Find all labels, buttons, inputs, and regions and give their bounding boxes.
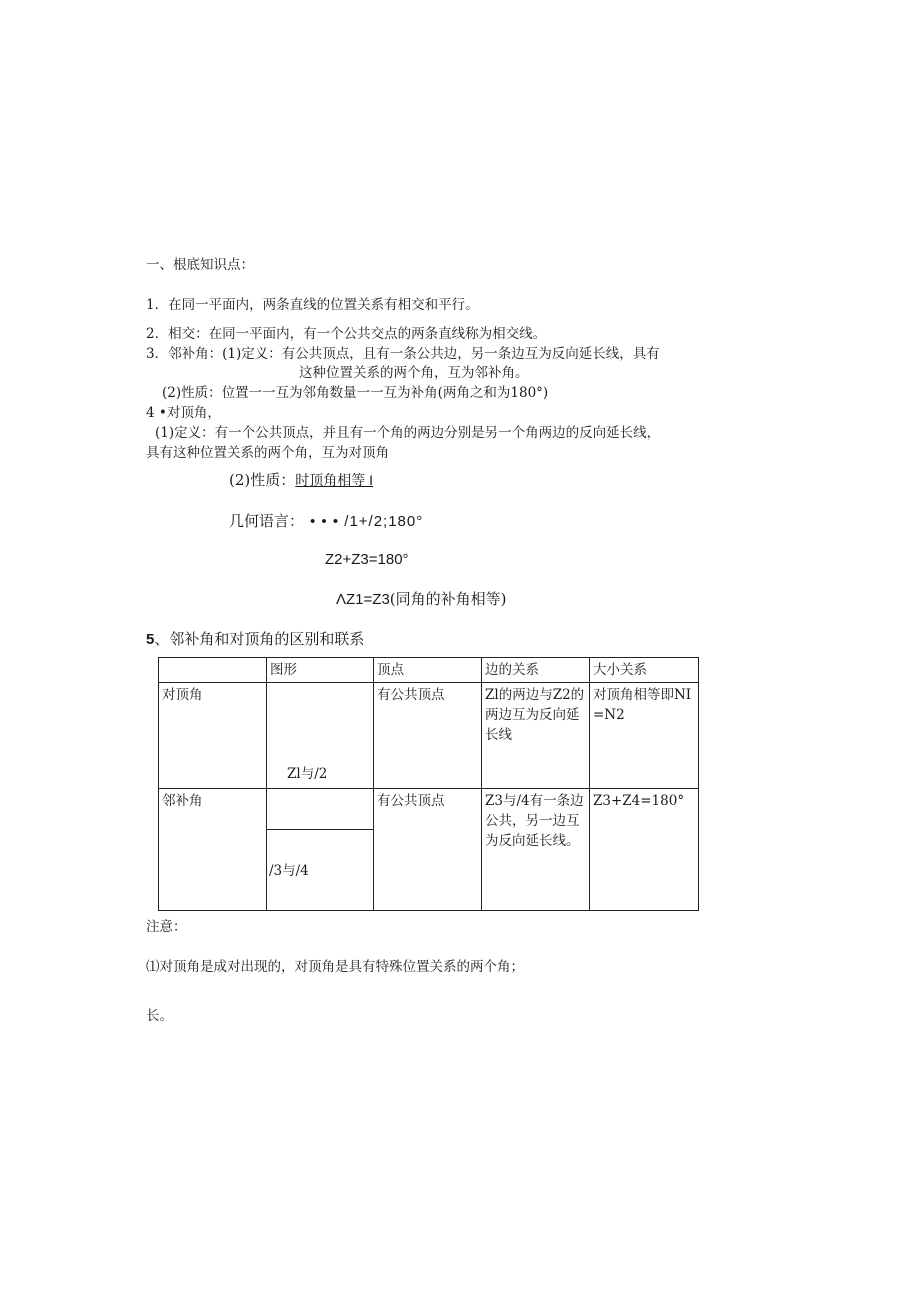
table-row	[159, 683, 699, 789]
header-cell-vertex: 顶点	[374, 658, 482, 683]
item-4-definition-line-1: (1)定义：有一个公共顶点，并且有一个角的两边分别是另一个角两边的反向延长线，	[155, 425, 661, 441]
row-name-vertical-angles: 对顶角	[159, 683, 267, 789]
note-tail: 长。	[146, 1008, 173, 1024]
size-cell: 对顶角相等即NI=N2	[590, 683, 699, 789]
geometric-line-3-note: (同角的补角相等)	[389, 590, 507, 608]
item-4-title: 4 •对顶角，	[146, 405, 221, 421]
section-title: 一、根底知识点：	[146, 257, 254, 273]
item-3-line-2: 这种位置关系的两个角，互为邻补角。	[299, 365, 529, 381]
note-1: ⑴对顶角是成对出现的，对顶角是具有特殊位置关系的两个角；	[146, 959, 524, 975]
row-name-adjacent-supplementary: 邻补角	[159, 789, 267, 911]
header-cell-size: 大小关系	[590, 658, 699, 683]
vertex-cell: 有公共顶点	[374, 683, 482, 789]
comparison-table	[158, 657, 699, 911]
item-3-property: (2)性质：位置一一互为邻角数量一一互为补角(两角之和为180°)	[162, 385, 549, 401]
figure-label: /3与/4	[269, 863, 309, 879]
geometric-language	[229, 512, 423, 531]
table-header-row	[159, 658, 699, 683]
vertex-cell: 有公共顶点	[374, 789, 482, 911]
table-row	[159, 789, 699, 911]
section-5-heading: 、邻补角和对顶角的区别和联系	[154, 630, 365, 648]
figure-label: Zl与/2	[287, 766, 328, 782]
item-4-property	[229, 471, 373, 489]
geometric-line-3-math: ΛZ1=Z3	[336, 591, 390, 608]
figure-cell-vertical-angles	[267, 683, 374, 789]
sides-cell: Z3与/4有一条边公共，另一边互为反向延长线。	[482, 789, 590, 911]
item-4-property-label: (2)性质：	[229, 471, 296, 489]
geometric-line-2: Z2+Z3=180°	[325, 551, 409, 568]
item-1: 1．在同一平面内，两条直线的位置关系有相交和平行。	[146, 297, 479, 313]
item-3-line-1: 3．邻补角：(1)定义：有公共顶点，且有一条公共边，另一条边互为反向延长线，具有	[146, 346, 660, 362]
header-cell-sides: 边的关系	[482, 658, 590, 683]
item-4-definition-line-2: 具有这种位置关系的两个角，互为对顶角	[146, 445, 389, 461]
header-cell-figure: 图形	[267, 658, 374, 683]
item-2: 2．相交：在同一平面内，有一个公共交点的两条直线称为相交线。	[146, 326, 547, 342]
size-cell: Z3+Z4=180°	[590, 789, 699, 911]
geometric-language-label: 几何语言：	[229, 512, 305, 530]
notes-title: 注意：	[146, 919, 187, 935]
section-5-number: 5	[146, 631, 155, 648]
section-5-title	[146, 630, 364, 649]
figure-cell-adjacent-supplementary	[267, 789, 374, 911]
geometric-line-3	[336, 590, 507, 609]
figure-divider	[267, 829, 373, 830]
geometric-line-1: • • • /1+/2;180°	[310, 513, 424, 530]
sides-cell: Zl的两边与Z2的两边互为反向延长线	[482, 683, 590, 789]
item-4-property-value: 时顶角相等 I	[295, 472, 374, 488]
header-cell-empty	[159, 658, 267, 683]
